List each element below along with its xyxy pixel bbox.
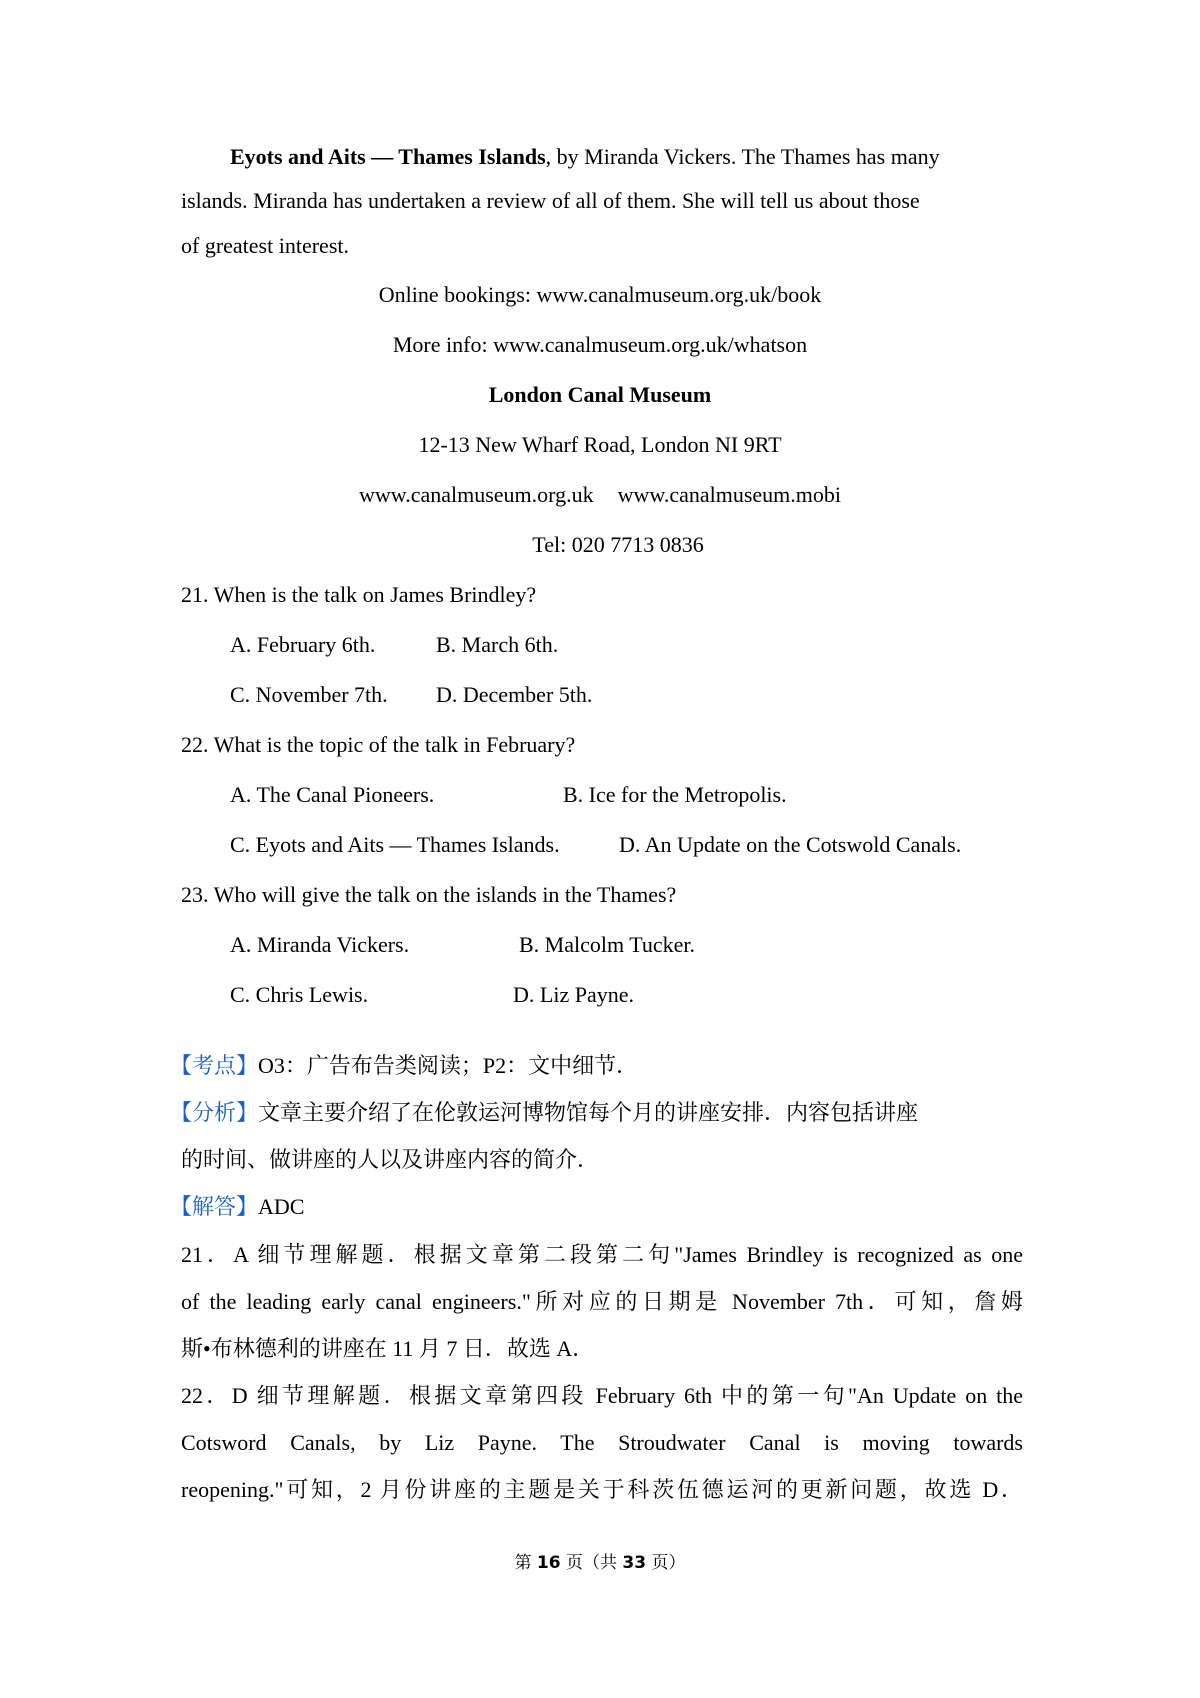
footer-page-number: 16 <box>536 1553 561 1573</box>
museum-name <box>0 381 1200 409</box>
q23-option-d: D. Liz Payne. <box>513 982 634 1007</box>
fenxi-tag: 【分析】 <box>170 1100 259 1125</box>
kaodian-tag: 【考点】 <box>170 1053 259 1078</box>
more-info: More info: www.canalmuseum.org.uk/whatson <box>392 332 808 357</box>
q21-option-d: D. December 5th. <box>436 682 593 707</box>
fenxi-line-1 <box>170 1099 1023 1127</box>
answer-22-line-3: reopening."可知，2 月份讲座的主题是关于科茨伍德运河的更新问题，故选 D． <box>181 1477 1023 1502</box>
website-2: www.canalmuseum.mobi <box>617 482 842 507</box>
q21-option-a: A. February 6th. <box>230 632 376 657</box>
footer-suffix: 页） <box>646 1553 686 1573</box>
intro-line-1 <box>230 143 1023 171</box>
answer-21-line-3: 斯•布林德利的讲座在 11 月 7 日．故选 A． <box>181 1336 595 1361</box>
answer-22-line-1: 22．D 细节理解题．根据文章第四段 February 6th 中的第一句"An Update on the <box>181 1383 1023 1408</box>
website-1: www.canalmuseum.org.uk <box>358 482 594 507</box>
q23-option-a: A. Miranda Vickers. <box>230 932 410 957</box>
footer-total-pages: 33 <box>622 1553 647 1573</box>
answer-21-line-2: of the leading early canal engineers."所对应的日期是 November 7th．可知，詹姆 <box>181 1289 1023 1314</box>
intro-line-2: islands. Miranda has undertaken a review of all of them. She will tell us about those <box>181 188 920 213</box>
q23-option-c: C. Chris Lewis. <box>230 982 369 1007</box>
question-22-stem: 22. What is the topic of the talk in February? <box>181 732 576 757</box>
q23-option-b: B. Malcolm Tucker. <box>519 932 696 957</box>
fenxi-text-1: 文章主要介绍了在伦敦运河博物馆每个月的讲座安排．内容包括讲座 <box>258 1100 919 1125</box>
q21-option-b: B. March 6th. <box>436 632 559 657</box>
q22-option-b: B. Ice for the Metropolis. <box>563 782 787 807</box>
jieda-line <box>170 1193 1023 1221</box>
kaodian-line <box>170 1052 1023 1080</box>
q22-option-d: D. An Update on the Cotswold Canals. <box>619 832 962 857</box>
online-bookings: Online bookings: www.canalmuseum.org.uk/book <box>378 282 822 307</box>
intro-line-3: of greatest interest. <box>181 233 349 258</box>
museum-tel: Tel: 020 7713 0836 <box>532 532 704 557</box>
q22-option-c: C. Eyots and Aits — Thames Islands. <box>230 832 560 857</box>
q21-option-c: C. November 7th. <box>230 682 388 707</box>
jieda-tag: 【解答】 <box>170 1194 259 1219</box>
footer-prefix: 第 <box>514 1553 537 1573</box>
fenxi-line-2: 的时间、做讲座的人以及讲座内容的简介． <box>181 1147 600 1172</box>
intro-title: Eyots and Aits — Thames Islands <box>230 144 546 169</box>
question-23-stem: 23. Who will give the talk on the islands in the Thames? <box>181 882 677 907</box>
q22-option-a: A. The Canal Pioneers. <box>230 782 435 807</box>
answer-21-line-1: 21．A 细节理解题．根据文章第二段第二句"James Brindley is recognized as one <box>181 1242 1023 1267</box>
answer-22-line-2: Cotsword Canals, by Liz Payne. The Stroudwater Canal is moving towards <box>181 1430 1023 1455</box>
museum-address: 12-13 New Wharf Road, London NI 9RT <box>418 432 782 457</box>
question-21-stem: 21. When is the talk on James Brindley? <box>181 582 537 607</box>
jieda-text: ADC <box>258 1194 305 1219</box>
page-footer <box>0 1552 1200 1574</box>
kaodian-text: O3：广告布告类阅读；P2：文中细节． <box>258 1053 639 1078</box>
museum-name-text: London Canal Museum <box>488 382 712 407</box>
footer-middle: 页（共 <box>560 1553 623 1573</box>
intro-line-1-text: , by Miranda Vickers. The Thames has many <box>545 144 940 169</box>
museum-websites <box>0 481 1200 509</box>
